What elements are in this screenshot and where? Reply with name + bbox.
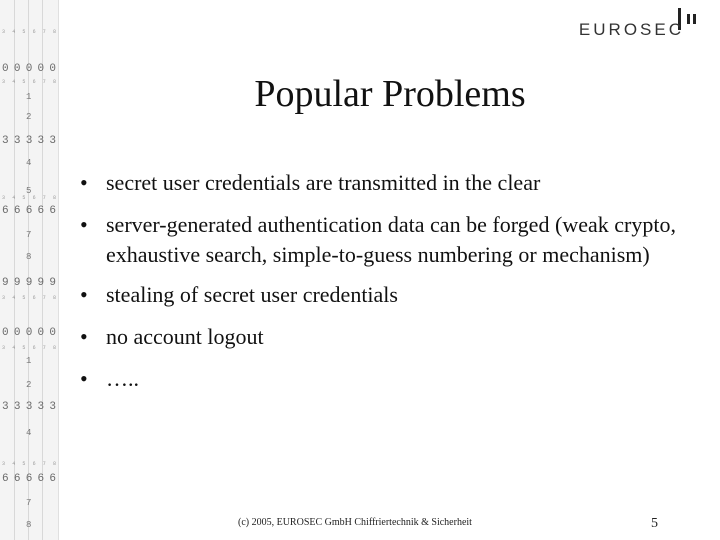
bullet-item [80, 280, 676, 310]
strip-digit: 1 [26, 92, 32, 102]
strip-digits: 3 4 5 6 7 8 [2, 461, 56, 467]
logo-text: EUROSEC [578, 20, 684, 39]
bullet-item [80, 210, 676, 270]
page-number: 5 [651, 516, 658, 531]
eurosec-logo [578, 8, 698, 40]
strip-digit: 2 [26, 380, 32, 390]
slide-title: Popular Problems [254, 73, 526, 115]
bullet-item [80, 322, 676, 352]
strip-digit: 8 [26, 520, 32, 530]
strip-digits: 9 9 9 9 9 [2, 277, 56, 289]
bullet-text: no account logout [106, 324, 264, 349]
strip-digits: 3 4 5 6 7 8 [2, 29, 56, 35]
strip-digit: 7 [26, 498, 32, 508]
strip-digits: 3 4 5 6 7 8 [2, 79, 56, 85]
bullet-text: stealing of secret user credentials [106, 282, 398, 307]
strip-digits: 3 4 5 6 7 8 [2, 345, 56, 351]
strip-digits: 6 6 6 6 6 [2, 473, 56, 485]
strip-digit: 2 [26, 112, 32, 122]
strip-digits: 3 3 3 3 3 [2, 401, 56, 413]
strip-digits: 3 4 5 6 7 8 [2, 195, 56, 201]
strip-digits: 6 6 6 6 6 [2, 205, 56, 217]
strip-digit: 1 [26, 356, 32, 366]
bullet-text: ….. [106, 366, 139, 391]
strip-digits: 0 0 0 0 0 [2, 327, 56, 339]
strip-digits: 0 0 0 0 0 [2, 63, 56, 75]
bullet-item [80, 168, 676, 198]
bullet-icon: • [80, 212, 88, 237]
strip-digit: 4 [26, 158, 32, 168]
bullet-text: server-generated authentication data can be forged (weak crypto, exhaustive search, simple-to-guess numbering or mechanism) [106, 212, 676, 267]
bullet-text: secret user credentials are transmitted in the clear [106, 170, 541, 195]
strip-digits: 3 3 3 3 3 [2, 135, 56, 147]
bullet-item [80, 364, 676, 394]
bullet-list [80, 168, 676, 406]
bullet-icon: • [80, 282, 88, 307]
strip-digit: 8 [26, 252, 32, 262]
strip-digit: 4 [26, 428, 32, 438]
strip-digit: 5 [26, 186, 32, 196]
decorative-number-strip [0, 0, 59, 540]
bullet-icon: • [80, 366, 88, 391]
bullet-icon: • [80, 170, 88, 195]
strip-digits: 3 4 5 6 7 8 [2, 295, 56, 301]
strip-digit: 7 [26, 230, 32, 240]
footer-copyright: (c) 2005, EUROSEC GmbH Chiffriertechnik & Sicherheit [238, 517, 472, 528]
bullet-icon: • [80, 324, 88, 349]
